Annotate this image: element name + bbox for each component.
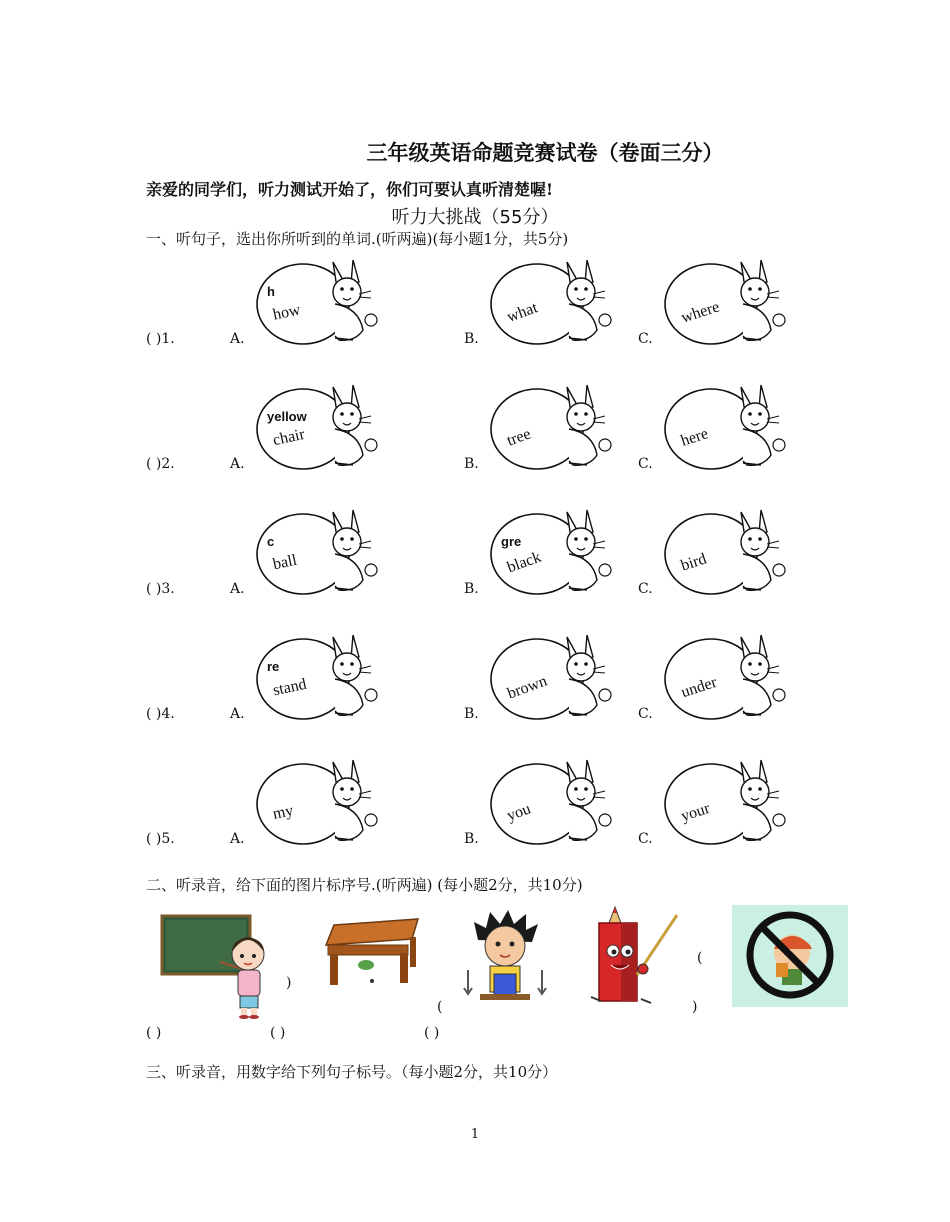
option-word: ball xyxy=(267,551,302,575)
option-letter: A. xyxy=(230,706,245,722)
answer-mark-close-a: ) xyxy=(286,975,292,991)
picture-teacher-blackboard xyxy=(160,910,295,1020)
option-letter: B. xyxy=(464,706,479,722)
option-letter: A. xyxy=(230,456,245,472)
page-number: 1 xyxy=(470,1127,480,1142)
question-4-label[interactable]: ( )4. xyxy=(146,706,175,722)
bunny-egg-option[interactable] xyxy=(663,383,798,473)
option-word: chair xyxy=(268,425,311,451)
bunny-egg-option[interactable] xyxy=(489,383,624,473)
picture-no-sign xyxy=(732,905,848,1007)
option-word: you xyxy=(501,799,537,827)
bunny-egg-option[interactable] xyxy=(489,258,624,348)
option-letter: B. xyxy=(464,831,479,847)
bunny-egg-option[interactable] xyxy=(663,633,798,723)
greeting-text: 亲爱的同学们，听力测试开始了，你们可要认真听清楚喔! xyxy=(146,180,554,199)
answer-mark-1[interactable]: ( ) xyxy=(146,1025,162,1041)
answer-mark-2[interactable]: ( ) xyxy=(270,1025,286,1041)
bunny-egg-option[interactable] xyxy=(489,633,624,723)
bunny-egg-option[interactable] xyxy=(489,758,624,848)
partial-hidden-word: c xyxy=(267,534,275,549)
option-word: stand xyxy=(268,675,313,701)
picture-red-pencil xyxy=(585,905,685,1010)
option-letter: A. xyxy=(230,831,245,847)
answer-mark-open-c: ( xyxy=(697,950,703,966)
bunny-egg-illustration xyxy=(489,633,624,723)
bunny-egg-illustration xyxy=(489,758,624,848)
bunny-egg-illustration xyxy=(255,633,390,723)
bunny-egg-illustration xyxy=(489,508,624,598)
question-1-label[interactable]: ( )1. xyxy=(146,331,175,347)
option-word: bird xyxy=(675,549,713,577)
partial-hidden-word: re xyxy=(267,659,280,674)
option-letter: A. xyxy=(230,581,245,597)
bunny-egg-illustration xyxy=(255,258,390,348)
bunny-egg-illustration xyxy=(663,258,798,348)
page-title: 三年级英语命题竞赛试卷（卷面三分） xyxy=(366,141,724,165)
bunny-egg-option[interactable] xyxy=(663,258,798,348)
option-letter: C. xyxy=(638,706,653,722)
option-letter: A. xyxy=(230,331,245,347)
listening-title: 听力大挑战（55分） xyxy=(391,207,559,228)
bunny-egg-illustration xyxy=(255,758,390,848)
option-letter: C. xyxy=(638,331,653,347)
bunny-egg-illustration xyxy=(489,258,624,348)
option-word: your xyxy=(675,799,716,828)
bunny-egg-option[interactable] xyxy=(255,258,390,348)
question-5-label[interactable]: ( )5. xyxy=(146,831,175,847)
bunny-egg-option[interactable] xyxy=(663,758,798,848)
answer-mark-4-open: ( xyxy=(437,999,443,1015)
partial-hidden-word: yellow xyxy=(267,409,307,424)
option-word: how xyxy=(268,300,307,325)
bunny-egg-option[interactable] xyxy=(489,508,624,598)
bunny-egg-illustration xyxy=(255,508,390,598)
option-word: what xyxy=(501,298,544,328)
picture-boy-standing xyxy=(458,908,553,1013)
bunny-egg-option[interactable] xyxy=(255,633,390,723)
option-letter: C. xyxy=(638,581,653,597)
partial-hidden-word: h xyxy=(267,284,275,299)
bunny-egg-option[interactable] xyxy=(255,758,390,848)
bunny-egg-option[interactable] xyxy=(255,383,390,473)
option-word: tree xyxy=(501,424,537,452)
option-word: brown xyxy=(501,671,553,705)
option-word: where xyxy=(675,297,725,329)
option-word: under xyxy=(675,673,723,704)
question-2-label[interactable]: ( )2. xyxy=(146,456,175,472)
option-letter: C. xyxy=(638,456,653,472)
picture-desk xyxy=(320,915,425,990)
option-word: black xyxy=(501,547,547,579)
bunny-egg-illustration xyxy=(255,383,390,473)
option-word: here xyxy=(675,424,714,452)
option-letter: C. xyxy=(638,831,653,847)
option-word: my xyxy=(267,801,299,825)
answer-mark-3[interactable]: ( ) xyxy=(424,1025,440,1041)
section2-heading: 二、听录音，给下面的图片标序号.(听两遍) (每小题2分，共10分) xyxy=(146,876,583,894)
partial-hidden-word: gre xyxy=(501,534,522,549)
section3-heading: 三、听录音，用数字给下列句子标号。（每小题2分，共10分） xyxy=(146,1063,558,1081)
bunny-egg-illustration xyxy=(663,383,798,473)
section1-heading: 一、听句子，选出你所听到的单词.(听两遍)(每小题1分，共5分) xyxy=(146,230,569,248)
bunny-egg-illustration xyxy=(663,758,798,848)
bunny-egg-illustration xyxy=(663,508,798,598)
option-letter: B. xyxy=(464,456,479,472)
answer-mark-close-b: ) xyxy=(692,999,698,1015)
bunny-egg-illustration xyxy=(663,633,798,723)
bunny-egg-option[interactable] xyxy=(663,508,798,598)
question-3-label[interactable]: ( )3. xyxy=(146,581,175,597)
bunny-egg-illustration xyxy=(489,383,624,473)
option-letter: B. xyxy=(464,581,479,597)
bunny-egg-option[interactable] xyxy=(255,508,390,598)
option-letter: B. xyxy=(464,331,479,347)
